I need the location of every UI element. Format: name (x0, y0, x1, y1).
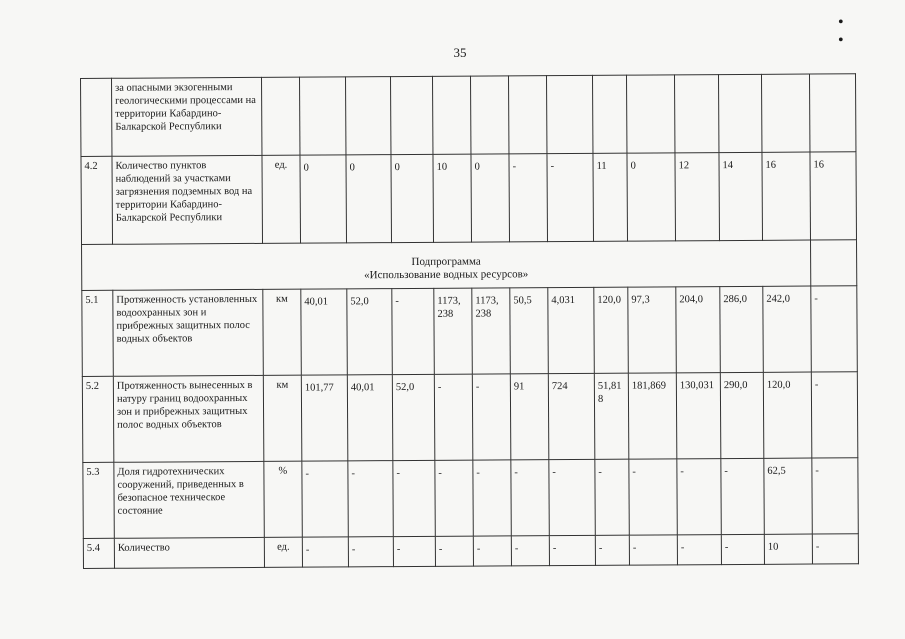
value-cell: 286,0 (720, 286, 764, 372)
subprogram-title (82, 240, 811, 290)
value-cell: - (511, 536, 549, 566)
value-cell: 242,0 (763, 286, 812, 372)
row-number: 5.4 (83, 538, 114, 568)
value-cell: 51,81 8 (594, 373, 629, 459)
value-cell: - (677, 459, 721, 535)
subprogram-label: Подпрограмма (411, 255, 481, 268)
value-cell: 130,031 (676, 373, 721, 459)
indicator-name: Протяженность установленных водоохранных зон и прибрежных защитных полос водных объектов (113, 289, 264, 376)
indicator-name: за опасными экзогенными геологическими процессами на территории Кабардино-Балкарской Республики (112, 77, 262, 156)
value-cell: - (721, 458, 764, 534)
value-cell (390, 76, 432, 154)
value-cell: - (392, 288, 435, 374)
value-cell: 290,0 (720, 372, 764, 458)
value-cell (761, 74, 809, 152)
table-row (81, 152, 857, 245)
value-cell: 1173, 238 (472, 288, 511, 374)
value-cell: - (721, 534, 764, 564)
row-number: 5.2 (82, 376, 114, 462)
table-row (81, 74, 856, 157)
page-number: 35 (453, 45, 467, 60)
table-row (82, 286, 858, 377)
value-cell: 16 (810, 152, 857, 240)
value-cell: 12 (675, 153, 720, 241)
value-cell: - (348, 461, 393, 537)
value-cell: 724 (548, 373, 595, 459)
indicator-name: Количество (114, 537, 264, 568)
value-cell: - (393, 460, 435, 536)
value-cell: 0 (300, 155, 347, 243)
value-cell: 120,0 (763, 372, 812, 458)
indicator-name: Доля гидротехнических сооружений, приведенных в безопасное техническое состояние (114, 461, 264, 538)
value-cell (299, 77, 345, 155)
unit-cell: км (263, 375, 302, 461)
value-cell: 101,77 (301, 375, 348, 461)
value-cell: - (629, 459, 677, 535)
value-cell: 52,0 (392, 374, 435, 460)
value-cell: 14 (719, 152, 763, 240)
value-cell: - (473, 536, 511, 566)
subprogram-row (82, 240, 857, 291)
value-cell: 4,031 (548, 287, 595, 373)
value-cell: 10 (764, 534, 812, 564)
value-cell: 0 (627, 153, 676, 241)
row-number: 5.3 (83, 462, 114, 538)
value-cell: - (812, 534, 858, 564)
table-body (81, 74, 859, 569)
value-cell: 62,5 (764, 458, 812, 534)
value-cell: 52,0 (347, 289, 393, 375)
indicator-name: Количество пунктов наблюдений за участками загрязнения подземных вод на территории Кабардино-Балкарской Республики (112, 155, 263, 244)
value-cell (432, 76, 470, 154)
value-cell (718, 74, 761, 152)
indicator-name: Протяженность вынесенных в натуру границ водоохранных зон и прибрежных защитных полос водных объектов (113, 375, 264, 462)
table-row (82, 372, 858, 463)
corner-marks: • • (838, 14, 864, 49)
table-row (83, 534, 858, 569)
unit-cell (261, 77, 299, 155)
indicators-table (80, 73, 859, 569)
value-cell: - (472, 374, 511, 460)
value-cell: 0 (471, 154, 510, 242)
empty-cell (811, 240, 857, 286)
value-cell: - (549, 459, 595, 535)
value-cell: - (811, 372, 858, 458)
table-row (83, 458, 858, 539)
value-cell (470, 76, 508, 154)
document-sheet (80, 73, 859, 569)
value-cell: - (677, 535, 721, 565)
value-cell (674, 75, 718, 153)
value-cell: - (434, 374, 473, 460)
value-cell: 181,869 (628, 373, 677, 459)
value-cell: 16 (762, 152, 811, 240)
value-cell: 11 (593, 153, 628, 241)
row-number: 4.2 (81, 156, 113, 244)
subprogram-name: «Использование водных ресурсов» (364, 268, 529, 282)
unit-cell: км (263, 289, 302, 375)
value-cell: 50,5 (510, 288, 549, 374)
value-cell: - (511, 460, 549, 536)
value-cell: 0 (346, 155, 392, 243)
value-cell (345, 77, 390, 155)
row-number: 5.1 (82, 290, 114, 376)
value-cell: 97,3 (628, 287, 677, 373)
value-cell: - (509, 154, 548, 242)
value-cell: - (629, 535, 677, 565)
value-cell (592, 75, 626, 153)
value-cell: - (302, 461, 348, 537)
value-cell: 1173, 238 (434, 288, 473, 374)
unit-cell: % (264, 461, 302, 537)
value-cell (809, 74, 855, 152)
value-cell: 10 (433, 154, 472, 242)
unit-cell: ед. (264, 537, 302, 567)
value-cell: - (812, 458, 858, 534)
value-cell: 0 (391, 154, 434, 242)
value-cell: - (595, 535, 629, 565)
value-cell: 120,0 (594, 287, 629, 373)
value-cell (546, 75, 592, 153)
unit-cell: ед. (262, 155, 301, 243)
value-cell: 91 (510, 374, 549, 460)
value-cell (508, 76, 546, 154)
row-number (81, 78, 112, 156)
value-cell: - (302, 537, 348, 567)
value-cell: - (473, 460, 511, 536)
value-cell: - (811, 286, 858, 372)
value-cell: - (435, 536, 473, 566)
value-cell: 40,01 (301, 289, 348, 375)
value-cell: - (595, 459, 629, 535)
value-cell: - (393, 536, 435, 566)
value-cell: - (547, 153, 594, 241)
value-cell: - (549, 535, 595, 565)
value-cell: 204,0 (676, 287, 721, 373)
value-cell: - (348, 537, 393, 567)
value-cell: 40,01 (347, 375, 393, 461)
value-cell: - (435, 460, 473, 536)
value-cell (626, 75, 674, 153)
